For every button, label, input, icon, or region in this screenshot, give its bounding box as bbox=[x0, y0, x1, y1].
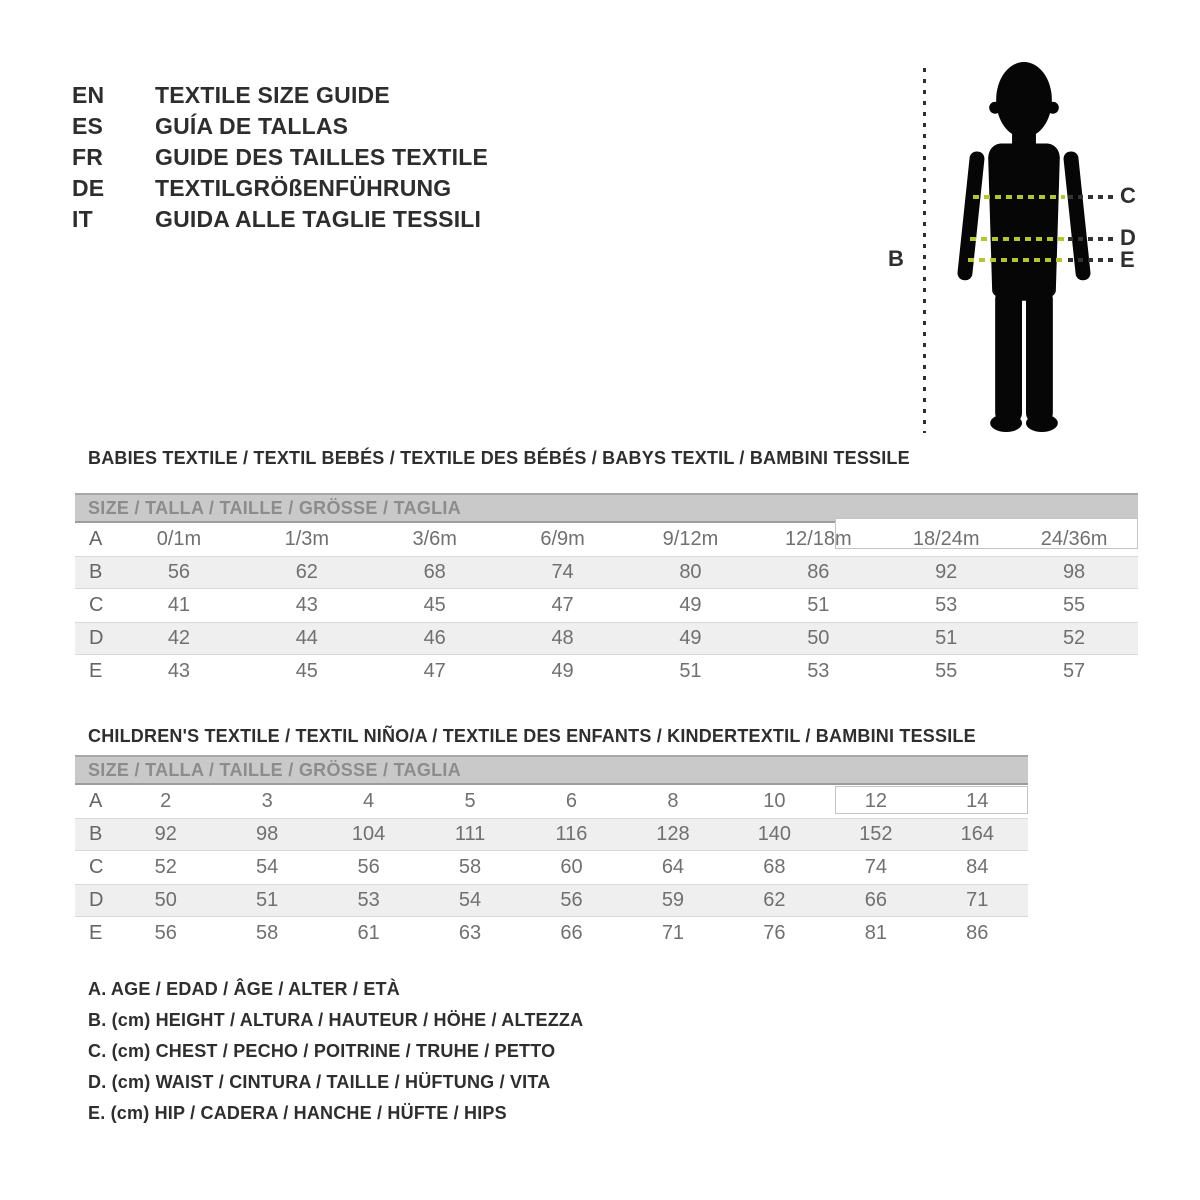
hip-label: E bbox=[1120, 247, 1135, 272]
size-header-text: SIZE / TALLA / TAILLE / GRÖSSE / TAGLIA bbox=[88, 759, 462, 780]
size-cell: 46 bbox=[423, 627, 446, 649]
legend-item: D. (cm) WAIST / CINTURA / TAILLE / HÜFTUNG / VITA bbox=[88, 1072, 551, 1092]
size-cell: 3 bbox=[261, 790, 273, 812]
size-cell: 4 bbox=[363, 790, 375, 812]
measurement-legend bbox=[88, 974, 583, 1129]
row-label: E bbox=[89, 922, 103, 944]
size-cell: 47 bbox=[551, 594, 574, 616]
size-cell: 47 bbox=[423, 660, 446, 682]
size-cell: 59 bbox=[661, 889, 685, 911]
table-row bbox=[75, 622, 1138, 655]
row-label: E bbox=[89, 660, 103, 682]
size-cell: 2 bbox=[160, 790, 172, 812]
babies-size-table bbox=[75, 493, 1138, 688]
children-section-heading: CHILDREN'S TEXTILE / TEXTIL NIÑO/A / TEXTILE DES ENFANTS / KINDERTEXTIL / BAMBINI TESSILE bbox=[88, 726, 976, 746]
size-cell: 53 bbox=[357, 889, 380, 911]
size-cell: 53 bbox=[807, 660, 830, 682]
size-cell: 86 bbox=[966, 922, 989, 944]
size-cell: 12 bbox=[864, 790, 887, 812]
size-cell: 57 bbox=[1062, 660, 1086, 682]
size-cell: 60 bbox=[560, 856, 583, 878]
size-cell: 64 bbox=[661, 856, 685, 878]
size-cell: 51 bbox=[935, 627, 958, 649]
size-cell: 116 bbox=[555, 823, 588, 845]
height-label: B bbox=[888, 246, 904, 271]
size-cell: 52 bbox=[154, 856, 177, 878]
guide-title-text: TEXTILE SIZE GUIDE bbox=[155, 82, 390, 108]
size-cell: 24/36m bbox=[1040, 528, 1108, 550]
size-cell: 51 bbox=[807, 594, 830, 616]
size-cell: 8 bbox=[667, 790, 679, 812]
row-label: C bbox=[89, 856, 104, 878]
language-row bbox=[72, 111, 488, 142]
size-cell: 43 bbox=[295, 594, 318, 616]
size-cell: 1/3m bbox=[284, 528, 330, 550]
guide-title-text: GUÍA DE TALLAS bbox=[155, 113, 349, 139]
size-cell: 62 bbox=[763, 889, 786, 911]
size-cell: 74 bbox=[551, 561, 574, 583]
size-cell: 53 bbox=[935, 594, 958, 616]
size-cell: 45 bbox=[295, 660, 318, 682]
size-cell: 55 bbox=[1062, 594, 1086, 616]
size-header-text: SIZE / TALLA / TAILLE / GRÖSSE / TAGLIA bbox=[88, 497, 462, 518]
size-cell: 54 bbox=[256, 856, 279, 878]
size-cell: 49 bbox=[551, 660, 574, 682]
size-cell: 0/1m bbox=[156, 528, 202, 550]
size-cell: 50 bbox=[154, 889, 177, 911]
size-cell: 71 bbox=[661, 922, 685, 944]
size-cell: 48 bbox=[551, 627, 574, 649]
size-cell: 51 bbox=[256, 889, 279, 911]
chest-pointer-line bbox=[1068, 195, 1114, 199]
table-row bbox=[75, 818, 1028, 851]
size-cell: 9/12m bbox=[662, 528, 719, 550]
table-row bbox=[75, 523, 1138, 556]
size-cell: 49 bbox=[679, 594, 702, 616]
size-cell: 49 bbox=[679, 627, 702, 649]
size-cell: 56 bbox=[167, 561, 191, 583]
size-cell: 111 bbox=[454, 823, 486, 845]
size-cell: 18/24m bbox=[912, 528, 980, 550]
hip-measure-line bbox=[968, 258, 1065, 262]
guide-title-text: GUIDA ALLE TAGLIE TESSILI bbox=[155, 206, 482, 232]
size-cell: 51 bbox=[679, 660, 702, 682]
size-cell: 152 bbox=[859, 823, 893, 845]
language-code: DE bbox=[72, 175, 105, 201]
row-label: D bbox=[89, 627, 104, 649]
size-cell: 128 bbox=[656, 823, 690, 845]
size-cell: 92 bbox=[154, 823, 177, 845]
size-cell: 84 bbox=[966, 856, 989, 878]
row-label: A bbox=[89, 790, 103, 812]
guide-title-text: TEXTILGRÖßENFÜHRUNG bbox=[155, 175, 452, 201]
table-row bbox=[75, 556, 1138, 589]
size-cell: 164 bbox=[960, 823, 994, 845]
language-row bbox=[72, 173, 488, 204]
row-label: B bbox=[89, 561, 103, 583]
size-cell: 58 bbox=[458, 856, 482, 878]
size-cell: 5 bbox=[464, 790, 476, 812]
size-cell: 81 bbox=[864, 922, 887, 944]
language-row bbox=[72, 204, 488, 235]
size-cell: 98 bbox=[1062, 561, 1086, 583]
language-row bbox=[72, 142, 488, 173]
guide-title-text: GUIDE DES TAILLES TEXTILE bbox=[155, 144, 488, 170]
size-cell: 92 bbox=[935, 561, 958, 583]
size-cell: 14 bbox=[966, 790, 989, 812]
size-cell: 6/9m bbox=[540, 528, 585, 550]
size-cell: 44 bbox=[295, 627, 318, 649]
chest-label: C bbox=[1120, 183, 1136, 208]
size-cell: 80 bbox=[679, 561, 702, 583]
size-cell: 10 bbox=[763, 790, 786, 812]
language-code: ES bbox=[72, 113, 104, 139]
size-cell: 66 bbox=[560, 922, 583, 944]
row-label: A bbox=[89, 528, 103, 550]
size-cell: 61 bbox=[357, 922, 380, 944]
size-cell: 41 bbox=[167, 594, 191, 616]
size-cell: 54 bbox=[458, 889, 482, 911]
size-cell: 98 bbox=[256, 823, 279, 845]
size-cell: 45 bbox=[423, 594, 446, 616]
table-row bbox=[75, 589, 1138, 622]
size-cell: 52 bbox=[1062, 627, 1086, 649]
waist-pointer-line bbox=[1068, 237, 1114, 241]
babies-section-heading: BABIES TEXTILE / TEXTIL BEBÉS / TEXTILE DES BÉBÉS / BABYS TEXTIL / BAMBINI TESSILE bbox=[88, 448, 910, 468]
size-cell: 55 bbox=[935, 660, 958, 682]
row-label: B bbox=[89, 823, 103, 845]
waist-measure-line bbox=[970, 237, 1064, 241]
size-cell: 56 bbox=[357, 856, 380, 878]
row-label: D bbox=[89, 889, 104, 911]
size-cell: 63 bbox=[458, 922, 482, 944]
size-cell: 74 bbox=[864, 856, 887, 878]
language-row bbox=[72, 80, 488, 111]
size-cell: 12/18m bbox=[784, 528, 852, 550]
size-cell: 66 bbox=[864, 889, 887, 911]
hip-pointer-line bbox=[1068, 258, 1114, 262]
size-cell: 86 bbox=[807, 561, 830, 583]
row-label: C bbox=[89, 594, 104, 616]
legend-item: E. (cm) HIP / CADERA / HANCHE / HÜFTE / HIPS bbox=[88, 1103, 507, 1123]
language-title-list bbox=[72, 80, 488, 235]
size-cell: 42 bbox=[167, 627, 191, 649]
size-cell: 43 bbox=[167, 660, 191, 682]
table-row bbox=[75, 655, 1138, 688]
size-cell: 3/6m bbox=[412, 528, 457, 550]
child-silhouette-icon bbox=[954, 60, 1094, 438]
legend-item: A. AGE / EDAD / ÂGE / ALTER / ETÀ bbox=[88, 979, 400, 999]
size-cell: 71 bbox=[966, 889, 989, 911]
size-cell: 104 bbox=[351, 823, 386, 845]
size-cell: 6 bbox=[565, 790, 578, 812]
language-code: FR bbox=[72, 144, 104, 170]
language-code: IT bbox=[72, 206, 93, 232]
legend-item: C. (cm) CHEST / PECHO / POITRINE / TRUHE / PETTO bbox=[88, 1041, 556, 1061]
child-figure bbox=[860, 40, 1190, 460]
size-cell: 68 bbox=[423, 561, 446, 583]
size-cell: 56 bbox=[560, 889, 583, 911]
size-cell: 68 bbox=[763, 856, 786, 878]
height-measure-line bbox=[923, 68, 926, 433]
waist-label: D bbox=[1120, 225, 1136, 250]
table-row bbox=[75, 884, 1028, 917]
legend-item: B. (cm) HEIGHT / ALTURA / HAUTEUR / HÖHE / ALTEZZA bbox=[88, 1010, 584, 1030]
children-size-table bbox=[75, 755, 1028, 950]
language-code: EN bbox=[72, 82, 105, 108]
chest-measure-line bbox=[973, 195, 1065, 199]
size-cell: 50 bbox=[807, 627, 830, 649]
size-cell: 140 bbox=[757, 823, 792, 845]
table-row bbox=[75, 917, 1028, 950]
size-cell: 62 bbox=[295, 561, 318, 583]
size-cell: 76 bbox=[763, 922, 786, 944]
table-row bbox=[75, 851, 1028, 884]
size-header-band bbox=[75, 755, 1028, 785]
size-cell: 56 bbox=[154, 922, 177, 944]
size-cell: 58 bbox=[256, 922, 279, 944]
